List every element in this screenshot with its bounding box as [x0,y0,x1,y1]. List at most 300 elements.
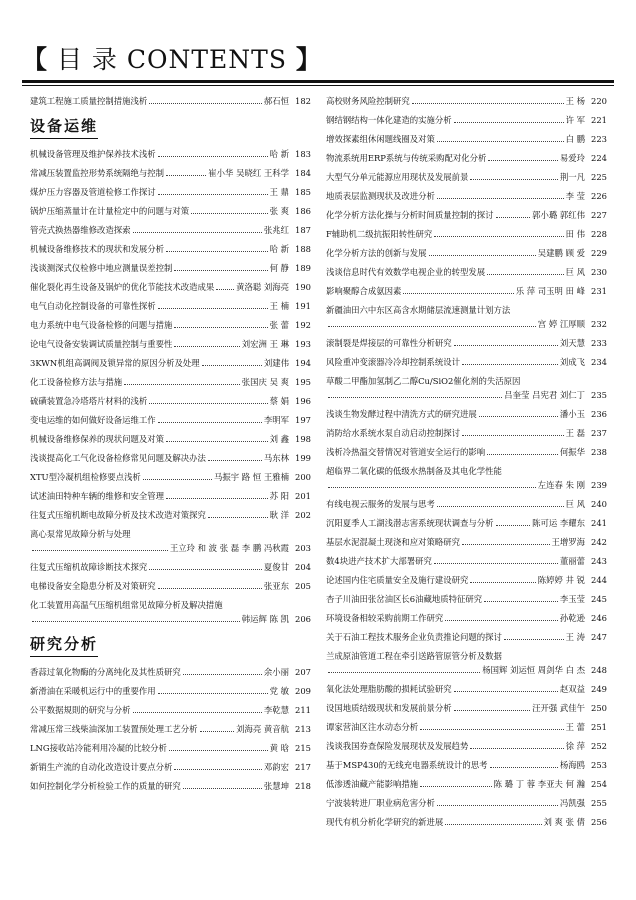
toc-entry[interactable] [326,817,607,827]
entry-title: 硫磺装置急冷塔塔片材料的浅析 [30,396,148,406]
entry-title: 常减压常三线柴油深加工装置预处理工艺分析 [30,724,198,734]
entry-title: 有线电视云服务的发展与思考 [326,499,435,509]
entry-author: 董丽蕾 [559,556,585,566]
entry-title: 环境设备相较采购前期工作研究 [326,613,444,623]
dot-leader [166,441,268,442]
toc-entry[interactable] [326,613,607,623]
entry-page: 256 [591,817,607,827]
toc-entry[interactable] [30,168,311,178]
entry-page: 223 [591,134,607,144]
entry-author: 张兆红 [263,225,289,235]
entry-author: 田 伟 [565,229,585,239]
entry-title: 论电气设备安装调试质量控制与重要性 [30,339,173,349]
entry-author: 吕奎莹 吕宪君 刘仁丁 [504,390,585,400]
toc-entry[interactable] [326,390,607,400]
entry-title: 基于MSP430的无线充电器系统设计的思考 [326,760,488,770]
toc-entry[interactable] [326,575,607,585]
entry-page: 213 [295,724,311,734]
dot-leader [504,639,564,640]
entry-title: 物流系统用ERP系统与传统采购配对化分析 [326,153,487,163]
entry-page: 209 [295,686,311,696]
entry-title: 高校财务风险控制研究 [326,96,410,106]
toc-entry[interactable] [30,282,311,292]
toc-entry[interactable] [30,263,311,273]
entry-page: 184 [295,168,311,178]
entry-page: 254 [591,779,607,789]
dot-leader [434,236,563,237]
dot-leader [32,550,168,551]
entry-page: 242 [591,537,607,547]
entry-author: 潘小玉 [559,409,585,419]
entry-title: 变电运维的如何做好设备运维工作 [30,415,156,425]
entry-title: 浅谈生物发酵过程中清洗方式的研究进展 [326,409,477,419]
entry-page: 235 [591,390,607,400]
toc-entry[interactable] [326,651,607,661]
entry-page: 204 [295,562,311,572]
entry-author: 张 蕾 [269,320,289,330]
entry-page: 199 [295,453,311,463]
entry-title: 化学分析方法的创新与发展 [326,248,427,258]
entry-page: 193 [295,339,311,349]
entry-author: 刘建伟 [263,358,289,368]
toc-entry[interactable] [30,301,311,311]
entry-author: 徐 萍 [565,741,585,751]
dot-leader [328,487,536,488]
toc-entry[interactable] [326,267,607,277]
dot-leader [149,403,267,404]
entry-author: 张国庆 吴 爽 [241,377,289,387]
dot-leader [403,293,513,294]
entry-title: 试述油田特种车辆的维修和安全管理 [30,491,164,501]
toc-entry[interactable] [30,614,311,624]
entry-author: 刘 爽 张 倩 [543,817,585,827]
left-column [30,96,311,800]
toc-entry[interactable] [326,722,607,732]
toc-entry[interactable] [30,434,311,444]
dot-leader [158,156,268,157]
toc-entry[interactable] [326,96,607,106]
toc-entry[interactable] [326,134,607,144]
toc-entry[interactable] [30,705,311,715]
entry-author: 王 磊 [565,428,585,438]
entry-page: 243 [591,556,607,566]
toc-entry[interactable] [326,518,607,528]
entry-title: 化学分析方法化操与分析时间质量控制的探讨 [326,210,494,220]
dot-leader [470,748,563,749]
entry-title: 沉阳夏季人工湖浅潜志害系统现状调查与分析 [326,518,494,528]
entry-title: 电气自动化控制设备的可靠性探析 [30,301,156,311]
dot-leader [32,621,240,622]
dot-leader [174,270,267,271]
header-rule-thick [22,80,614,83]
entry-page: 227 [591,210,607,220]
entry-page: 197 [295,415,311,425]
entry-page: 250 [591,703,607,713]
entry-page: 255 [591,798,607,808]
entry-author: 陈 璐 丁 蓉 李亚夫 何 瀚 [493,779,585,789]
toc-entry[interactable] [326,409,607,419]
equipment-entries [30,149,311,624]
research-entries [30,667,311,791]
entry-author: 杨国辉 刘运恒 周剑华 白 杰 [482,665,585,675]
toc-entry[interactable] [326,191,607,201]
toc-entry[interactable] [30,781,311,791]
entry-title: 钢结钢结构一体化建造的实施分析 [326,115,452,125]
toc-entry[interactable] [30,377,311,387]
dot-leader [149,569,262,570]
toc-entry[interactable] [30,667,311,677]
entry-title: 数4块进产技术扩大部署研究 [326,556,432,566]
toc-entry[interactable] [30,358,311,368]
entry-page: 231 [591,286,607,296]
entry-page: 234 [591,357,607,367]
entry-author: 党 敏 [269,686,289,696]
entry-author: 易爱玲 [559,153,585,163]
contents-header [22,40,322,76]
entry-title: 浅谈信息时代有效数学电视企业的转型发展 [326,267,486,277]
entry-author: 汪开强 武佳午 [532,703,585,713]
toc-entry[interactable] [326,499,607,509]
entry-title: 锅炉压缩蒸量计在计量检定中的问题与对策 [30,206,190,216]
entry-title: LNG接收站冷能利用冷凝的比较分析 [30,743,167,753]
entry-title: 往复式压缩机断电故障分析及技术改造对策探究 [30,510,206,520]
toc-entry[interactable] [326,741,607,751]
toc-entry[interactable] [326,556,607,566]
toc-entry[interactable] [30,762,311,772]
entry-author: 白 鹏 [565,134,585,144]
entry-title: XTU型冷凝机组检修要点浅析 [30,472,141,482]
entry-title: 关于石油工程技术服务企业负责推论问题的探讨 [326,632,502,642]
toc-entry[interactable] [326,210,607,220]
toc-entry[interactable] [326,447,607,457]
dot-leader [462,544,550,545]
entry-author: 杨海鸥 [559,760,585,770]
entry-page: 244 [591,575,607,585]
entry-author: 刘天慧 [559,338,585,348]
entry-title: 电力系统中电气设备检修的问题与措施 [30,320,173,330]
toc-entry[interactable] [30,320,311,330]
dot-leader [484,601,558,602]
toc-entry[interactable] [30,743,311,753]
entry-author: 哈 新 [269,244,289,254]
entry-title: 化工装置用高温气压缩机组常见故障分析及解决措施 [30,600,223,610]
dot-leader [496,217,531,218]
toc-entry[interactable] [326,537,607,547]
dot-leader [487,454,558,455]
toc-entry[interactable] [30,187,311,197]
entry-author: 刘成飞 [559,357,585,367]
entry-title: 浅析冷热温交替情况对管道安全运行的影响 [326,447,486,457]
dot-leader [437,141,564,142]
entry-page: 225 [591,172,607,182]
dot-leader [183,788,262,789]
dot-leader [166,175,206,176]
entry-page: 201 [295,491,311,501]
entry-author: 蔡 娟 [269,396,289,406]
entry-page: 190 [295,282,311,292]
toc-entry[interactable] [326,153,607,163]
toc-entry[interactable] [30,686,311,696]
entry-author: 何振华 [559,447,585,457]
toc-entry[interactable] [30,96,311,106]
dot-leader [445,824,541,825]
entry-title: 香蒜过氧化物酶的分离纯化及其性质研究 [30,667,181,677]
dot-leader [496,525,531,526]
entry-page: 230 [591,267,607,277]
dot-leader [454,691,558,692]
entry-author: 崔小华 吴晓红 王科学 [208,168,289,178]
entry-page: 200 [295,472,311,482]
toc-entry[interactable] [326,229,607,239]
dot-leader [490,767,558,768]
entry-title: 新销生产流的自动化改造设计要点分析 [30,762,173,772]
entry-title: 催化裂化再生设备及锅炉的优化节能技术改造成果 [30,282,215,292]
dot-leader [328,672,480,673]
entry-page: 249 [591,684,607,694]
toc-entry[interactable] [30,510,311,520]
dot-leader [462,435,564,436]
dot-leader [158,308,268,309]
dot-leader [208,517,268,518]
entry-author: 马东林 [263,453,289,463]
entry-author: 张慧坤 [263,781,289,791]
dot-leader [420,729,563,730]
dot-leader [437,506,564,507]
entry-title: 建筑工程施工质量控制措施浅析 [30,96,148,106]
entry-page: 215 [295,743,311,753]
toc-entry[interactable] [326,305,607,315]
toc-entry[interactable] [30,529,311,539]
entry-author: 哈 新 [269,149,289,159]
entry-author: 陈婷婷 井 锐 [537,575,585,585]
entry-page: 252 [591,741,607,751]
dot-leader [158,693,268,694]
toc-entry[interactable] [30,724,311,734]
entry-author: 孙乾逊 [559,613,585,623]
entry-page: 202 [295,510,311,520]
entry-page: 191 [295,301,311,311]
dot-leader [328,326,536,327]
entry-page: 239 [591,480,607,490]
entry-page: 240 [591,499,607,509]
dot-leader [166,251,268,252]
entry-title: 如何控制化学分析检验工作的质量的研究 [30,781,181,791]
section-heading-equipment [30,115,311,139]
entry-title: 公平数据規則的研究与分析 [30,705,131,715]
toc-entry[interactable] [30,206,311,216]
entry-page: 245 [591,594,607,604]
dot-leader [191,213,267,214]
toc-entry[interactable] [30,225,311,235]
entry-page: 233 [591,338,607,348]
section-heading-research [30,633,311,657]
entry-title: 消防给水系统水泵自动启动控制探讨 [326,428,460,438]
entry-title: 设国地质结级现状和发展前景分析 [326,703,452,713]
entry-title: 常减压装置监控形势系统隔绝与控制 [30,168,164,178]
entry-title: 管壳式换热器维修改造探索 [30,225,131,235]
header-right-bracket: 】 [295,45,322,74]
toc-entry[interactable] [30,415,311,425]
toc-entry[interactable] [30,339,311,349]
entry-page: 237 [591,428,607,438]
entry-author: 郭小璐 郭红伟 [532,210,585,220]
dot-leader [124,384,240,385]
entry-page: 221 [591,115,607,125]
entry-page: 253 [591,760,607,770]
entry-page: 251 [591,722,607,732]
toc-entry[interactable] [30,543,311,553]
dot-leader [488,160,557,161]
entry-author: 王 蕾 [565,722,585,732]
entry-author: 巨 风 [565,267,585,277]
entry-author: 苏 阳 [269,491,289,501]
entry-author: 乐 萍 司玉明 田 峰 [515,286,585,296]
entry-author: 张亚东 [263,581,289,591]
entry-author: 李 莹 [565,191,585,201]
entry-author: 夏俊甘 [263,562,289,572]
dot-leader [328,397,502,398]
toc-entry[interactable] [30,472,311,482]
toc-entry[interactable] [326,248,607,258]
dot-leader [454,122,564,123]
entry-author: 余小丽 [263,667,289,677]
entry-title: 基层水泥混凝土现浇和应对策略研究 [326,537,460,547]
entry-page: 218 [295,781,311,791]
entry-title: 氧化法处理脂肪酸的损耗试验研究 [326,684,452,694]
entry-title: 低渗透油藏产能影响措施 [326,779,419,789]
entry-author: 韩运辉 陈 凯 [241,614,289,624]
right-entries [326,96,607,827]
toc-entry[interactable] [326,779,607,789]
dot-leader [200,731,235,732]
entry-author: 刘 鑫 [269,434,289,444]
dot-leader [174,346,239,347]
left-top-entries [30,96,311,106]
entry-title: 机械设备管理及维护保养技术浅析 [30,149,156,159]
entry-page: 189 [295,263,311,273]
entry-title: 机械设备维修保养的现状问题及对策 [30,434,164,444]
entry-title: 超临界二氧化碳的低级水热制备及其电化学性能 [326,466,502,476]
toc-entry[interactable] [326,480,607,490]
entry-title: 新滑油在采暖机运行中的重要作用 [30,686,156,696]
entry-title: F辅助机二级抗振阳转性研究 [326,229,433,239]
entry-author: 左连春 朱 刚 [537,480,585,490]
dot-leader [149,103,262,104]
dot-leader [216,289,234,290]
entry-page: 187 [295,225,311,235]
entry-title: 宁波装转进厂职业病危害分析 [326,798,435,808]
entry-author: 李乾慧 [263,705,289,715]
toc-entry[interactable] [326,798,607,808]
right-column [326,96,607,836]
entry-title: 杏子川油田张岔油区长6油藏地质特征研究 [326,594,483,604]
toc-entry[interactable] [326,684,607,694]
entry-title: 论述国内住宅质量安全及施行建设研究 [326,575,469,585]
entry-author: 马振宇 路 恒 王雅楠 [214,472,289,482]
entry-page: 220 [591,96,607,106]
entry-page: 198 [295,434,311,444]
toc-entry[interactable] [326,665,607,675]
toc-entry[interactable] [326,632,607,642]
toc-entry[interactable] [326,357,607,367]
entry-title: 浅谈我国券查保险发展现状及发展趋势 [326,741,469,751]
dot-leader [434,563,558,564]
toc-entry[interactable] [30,453,311,463]
toc-entry[interactable] [30,396,311,406]
entry-title: 大型气分单元能源应用现状及发展前景 [326,172,469,182]
toc-entry[interactable] [326,172,607,182]
toc-entry[interactable] [326,319,607,329]
entry-author: 王增罗海 [551,537,585,547]
toc-entry[interactable] [326,286,607,296]
entry-page: 207 [295,667,311,677]
entry-author: 冯凯强 [559,798,585,808]
entry-author: 王 杨 [565,96,585,106]
toc-entry[interactable] [326,115,607,125]
entry-title: 滚制裂是焊接层的可靠性分析研究 [326,338,452,348]
toc-entry[interactable] [30,600,311,610]
dot-leader [437,805,558,806]
toc-entry[interactable] [30,149,311,159]
entry-title: 3KWN机组高调阀及锁异常的原因分析及处理 [30,358,200,368]
toc-entry[interactable] [30,581,311,591]
toc-entry[interactable] [326,466,607,476]
dot-leader [454,710,530,711]
entry-author: 宫 婷 江厚顺 [537,319,585,329]
dot-leader [454,345,558,346]
entry-page: 226 [591,191,607,201]
section-title-equipment: 设备运维 [30,115,98,139]
entry-author: 黄洛聪 刘海亮 [236,282,289,292]
entry-author: 李明军 [263,415,289,425]
entry-author: 何 静 [269,263,289,273]
toc-entry[interactable] [30,491,311,501]
entry-title: 谭家营油区注水动态分析 [326,722,419,732]
toc-entry[interactable] [326,338,607,348]
toc-entry[interactable] [326,376,607,386]
entry-title: 兰成原油管道工程在牵引送路管原管分析及数据 [326,651,502,661]
dot-leader [166,498,268,499]
entry-page: 232 [591,319,607,329]
toc-entry[interactable] [30,244,311,254]
entry-page: 185 [295,187,311,197]
entry-page: 211 [295,705,311,715]
entry-title: 电梯设备安全隐患分析及对策研究 [30,581,156,591]
entry-author: 郝石恒 [263,96,289,106]
dot-leader [169,750,268,751]
entry-page: 246 [591,613,607,623]
toc-entry[interactable] [326,428,607,438]
toc-entry[interactable] [326,760,607,770]
entry-page: 247 [591,632,607,642]
toc-entry[interactable] [30,562,311,572]
toc-entry[interactable] [326,594,607,604]
entry-author: 黄 晗 [269,743,289,753]
dot-leader [429,255,536,256]
dot-leader [158,422,262,423]
dot-leader [470,582,535,583]
entry-author: 赵双益 [559,684,585,694]
toc-entry[interactable] [326,703,607,713]
entry-author: 张 爽 [269,206,289,216]
entry-author: 许 军 [565,115,585,125]
entry-author: 耿 洋 [269,510,289,520]
header-title: 目 录 CONTENTS [56,45,287,74]
entry-page: 206 [295,614,311,624]
entry-page: 183 [295,149,311,159]
entry-page: 196 [295,396,311,406]
dot-leader [158,588,262,589]
